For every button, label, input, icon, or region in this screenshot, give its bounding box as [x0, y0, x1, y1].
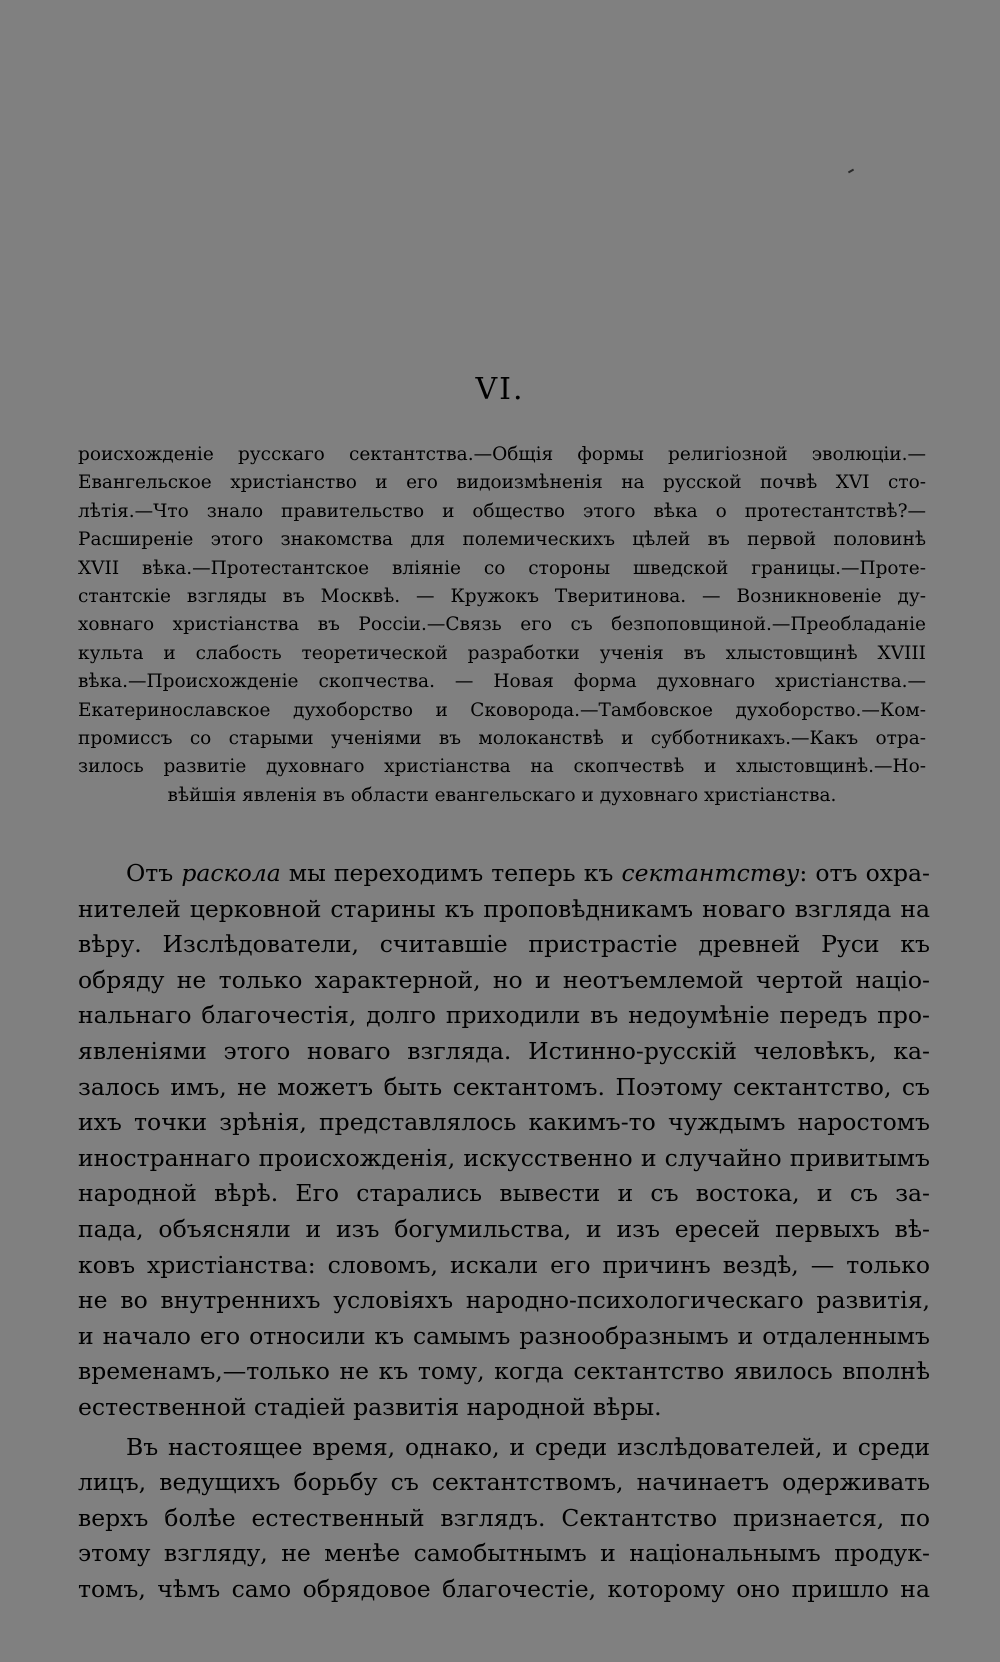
main-text [78, 856, 930, 1607]
text-line: народной вѣрѣ. Его старались вывести и съ востока, и съ за- [78, 1179, 930, 1208]
summary-line: вѣйшія явленія въ области евангельскаго и духовнаго христіанства. [167, 784, 837, 806]
summary-line: Екатеринославское духоборство и Сковорода.—Тамбовское духоборство.—Ком- [78, 699, 926, 721]
text-line: томъ, чѣмъ само обрядовое благочестіе, которому оно пришло на [78, 1574, 930, 1603]
summary-line: стантскіе взгляды въ Москвѣ. — Кружокъ Тверитинова. — Возникновеніе ду- [78, 586, 926, 608]
text-line: иностраннаго происхожденія, искусственно и случайно привитымъ [78, 1143, 930, 1172]
text-line: не во внутреннихъ условіяхъ народно-психологическаго развитія, [78, 1286, 930, 1315]
text-fragment: : отъ охра- [799, 859, 930, 887]
text-line: ихъ точки зрѣнія, представлялось какимъ-то чуждымъ наростомъ [78, 1108, 930, 1137]
text-line: пада, объясняли и изъ богумильства, и изъ ересей первыхъ вѣ- [78, 1214, 930, 1243]
chapter-number: VI. [475, 372, 525, 407]
text-line: залось имъ, не можетъ быть сектантомъ. Поэтому сектантство, съ [78, 1072, 930, 1101]
text-fragment: Отъ [126, 859, 182, 887]
summary-line: лѣтія.—Что знало правительство и общество этого вѣка о протестантствѣ?— [78, 500, 926, 522]
summary-line: роисхожденіе русскаго сектантства.—Общія формы религіозной эволюціи.— [78, 444, 926, 465]
summary-line: культа и слабость теоретической разработки ученія въ хлыстовщинѣ XVIII [78, 642, 926, 664]
text-line: и начало его относили къ самымъ разнообразнымъ и отдаленнымъ [78, 1321, 930, 1350]
paragraph-1-line-1 [78, 856, 930, 892]
paragraph-1-last-line: естественной стадіей развитія народной вѣры. [78, 1392, 662, 1421]
text-line: ковъ христіанства: словомъ, искали его причинъ вездѣ, — только [78, 1250, 930, 1279]
summary-line: Евангельское христіанство и его видоизмѣненія на русской почвѣ XVI сто- [78, 472, 926, 494]
summary-line: Расширеніе этого знакомства для полемическихъ цѣлей въ первой половинѣ [78, 529, 926, 551]
chapter-summary [78, 441, 926, 810]
ink-mark [848, 169, 854, 174]
summary-line: ховнаго христіанства въ Россіи.—Связь его съ безпоповщиной.—Преобладаніе [78, 614, 926, 636]
paragraph-1 [78, 892, 930, 1390]
text-fragment: мы переходимъ теперь къ [280, 859, 622, 887]
text-line: нальнаго благочестія, долго приходили въ недоумѣніе передъ про- [78, 1001, 930, 1030]
summary-line: вѣка.—Происхожденіе скопчества. — Новая форма духовнаго христіанства.— [78, 671, 926, 693]
text-line: лицъ, ведущихъ борьбу съ сектантствомъ, начинаетъ одерживать [78, 1468, 930, 1497]
text-line: верхъ болѣе естественный взглядъ. Сектантство признается, по [78, 1503, 930, 1532]
text-line: этому взгляду, не менѣе самобытнымъ и національнымъ продук- [78, 1539, 930, 1568]
text-line: обряду не только характерной, но и неотъемлемой чертой націо- [78, 965, 930, 994]
text-line: явленіями этого новаго взгляда. Истинно-русскій человѣкъ, ка- [78, 1036, 930, 1065]
summary-line: XVII вѣка.—Протестантское вліяніе со стороны шведской границы.—Проте- [78, 557, 926, 579]
text-line: Въ настоящее время, однако, и среди изслѣдователей, и среди [126, 1432, 930, 1461]
paragraph-2 [78, 1430, 930, 1608]
text-line: вѣру. Изслѣдователи, считавшіе пристрастіе древней Руси къ [78, 930, 930, 959]
emphasis-sektantstvo: сектантству [621, 859, 800, 887]
text-line: нителей церковной старины къ проповѣдникамъ новаго взгляда на [78, 894, 930, 923]
text-line: временамъ,—только не къ тому, когда сектантство явилось вполнѣ [78, 1357, 930, 1386]
summary-line: промиссъ со старыми ученіями въ молоканствѣ и субботникахъ.—Какъ отра- [78, 728, 926, 750]
summary-line: зилось развитіе духовнаго христіанства на скопчествѣ и хлыстовщинѣ.—Но- [78, 756, 926, 778]
emphasis-raskol: раскола [181, 859, 281, 887]
